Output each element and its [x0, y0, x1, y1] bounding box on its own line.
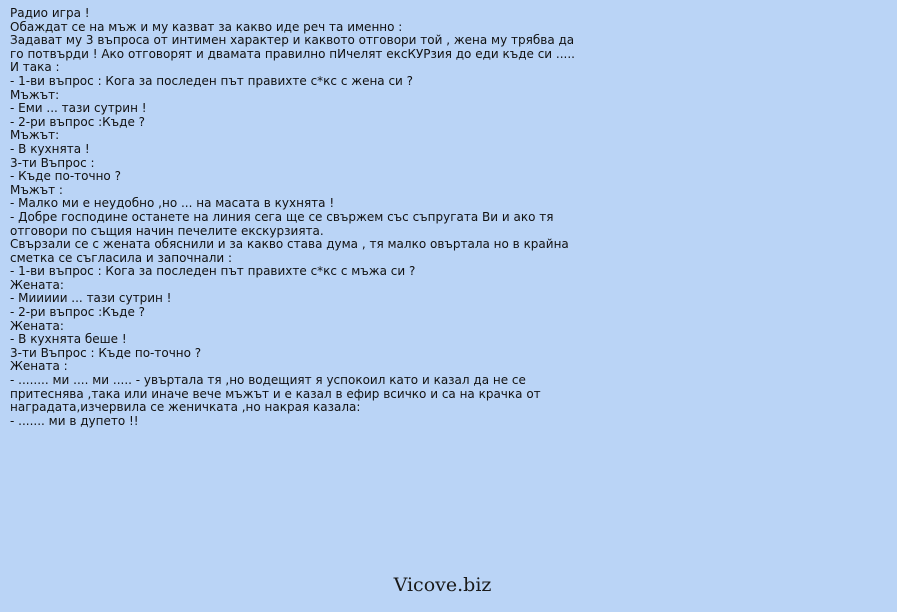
text-line: - Миииии ... тази сутрин !: [10, 291, 172, 306]
text-line: Жената:: [10, 277, 64, 292]
text-line: - Малко ми е неудобно ,но ... на масата в кухнята !: [10, 196, 335, 211]
text-line: - Еми ... тази сутрин !: [10, 101, 147, 116]
text-line: - 1-ви въпрос : Кога за последен път правихте с*кс с мъжа си ?: [10, 264, 416, 279]
text-line: - В кухнята !: [10, 141, 90, 156]
site-watermark: Vicove.biz: [393, 574, 492, 596]
text-line: - Къде по-точно ?: [10, 169, 121, 184]
text-line: 3-ти Въпрос : Къде по-точно ?: [10, 345, 202, 360]
text-line: Свързали се с жената обяснили и за какво става дума , тя малко овъртала но в крайна сметка се съгласила и започнали :: [10, 237, 573, 265]
text-line: - В кухнята беше !: [10, 332, 127, 347]
text-line: Радио игра !: [10, 6, 90, 20]
text-line: Задават му 3 въпроса от интимен характер и каквото отговори той , жена му трябва да го потвърди ! Ако отговорят и двамата правилно пИчелят ексКУРзия до еди къде си .....: [10, 33, 578, 61]
text-line: Мъжът :: [10, 182, 63, 197]
text-line: - Добре господине останете на линия сега ще се свържем със съпругата Ви и ако тя отговори по същия начин печелите екскурзията.: [10, 209, 558, 238]
text-line: 3-ти Въпрос :: [10, 155, 95, 170]
text-line: Обаждат се на мъж и му казват за какво иде реч та именно :: [10, 19, 403, 34]
text-line: - ........ ми .... ми ..... - увъртала тя ,но водещият я успокоил като и казал да не се притеснява ,така или иначе вече мъжът и е казал в ефир всичко и са на крачка от наградата,изчервила се женичката ,но накрая казала:: [10, 373, 545, 415]
text-line: - ....... ми в дупето !!: [10, 413, 139, 428]
text-line: Мъжът:: [10, 87, 60, 102]
text-line: - 2-ри въпрос :Къде ?: [10, 305, 146, 320]
text-line: Жената:: [10, 318, 64, 333]
text-line: - 1-ви въпрос : Кога за последен път правихте с*кс с жена си ?: [10, 73, 414, 88]
joke-text: [10, 7, 585, 428]
text-line: Жената :: [10, 359, 68, 374]
text-line: И така :: [10, 60, 60, 75]
text-line: - 2-ри въпрос :Къде ?: [10, 114, 146, 129]
text-line: Мъжът:: [10, 128, 60, 143]
